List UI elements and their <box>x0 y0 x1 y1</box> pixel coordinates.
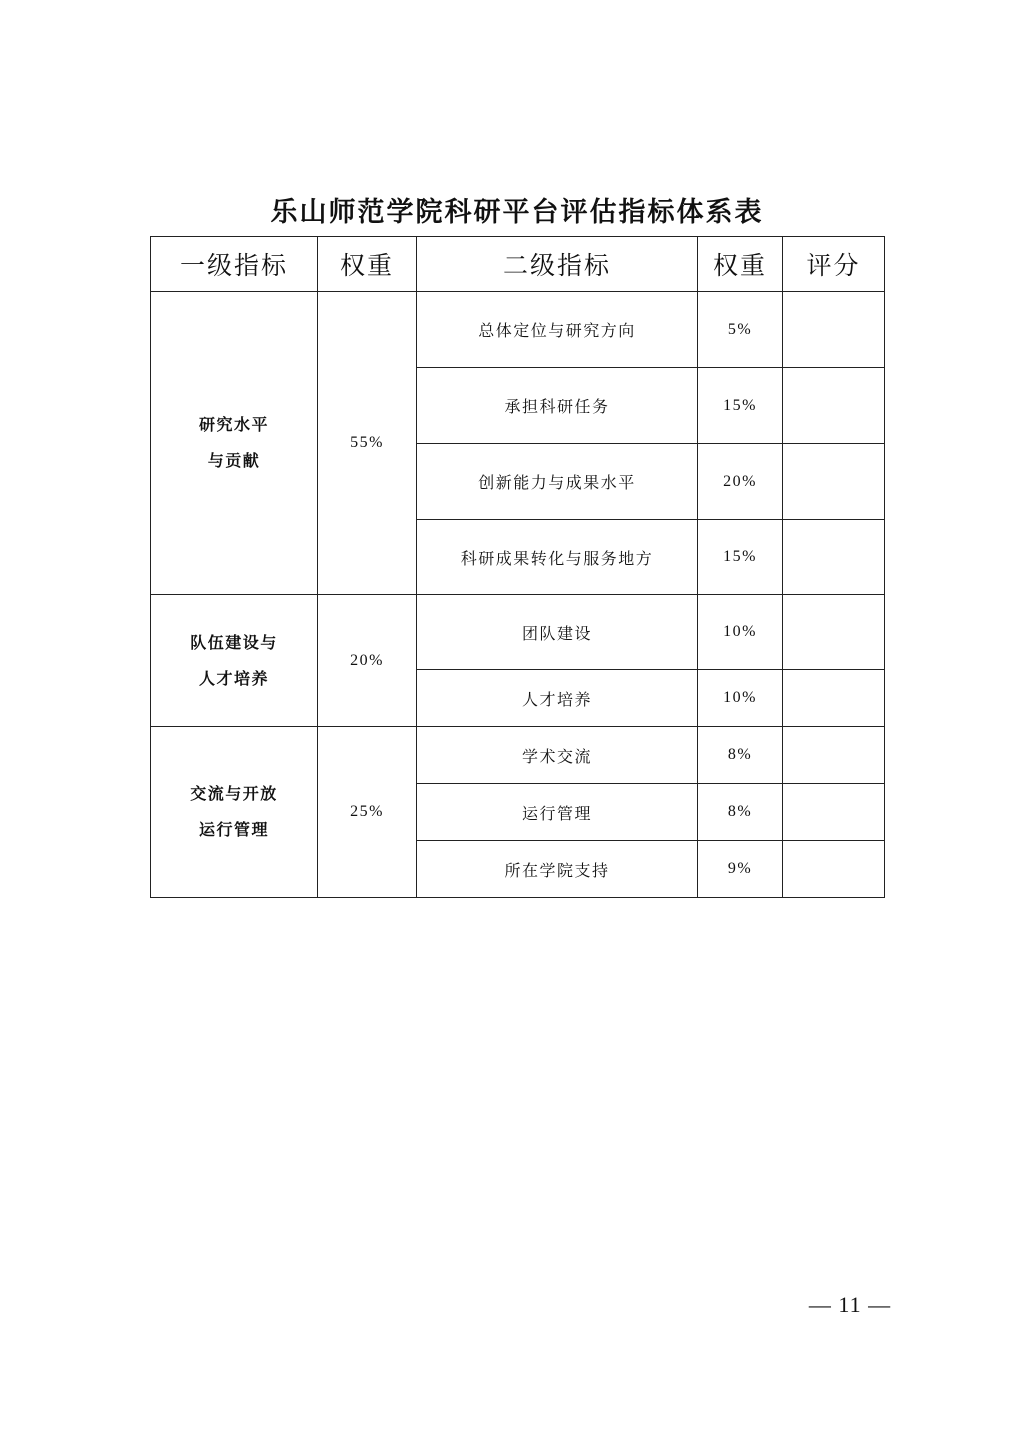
table-row <box>151 595 885 670</box>
primary-index-research <box>151 292 318 595</box>
primary-index-line: 研究水平 <box>198 415 269 434</box>
table-header-row <box>151 237 885 292</box>
header-score: 评分 <box>783 237 885 292</box>
secondary-weight: 15% <box>698 520 783 595</box>
score-cell[interactable] <box>783 520 885 595</box>
secondary-index: 科研成果转化与服务地方 <box>417 520 698 595</box>
header-primary-weight: 权重 <box>318 237 417 292</box>
primary-index-line: 与贡献 <box>207 451 261 470</box>
evaluation-index-table <box>150 236 885 898</box>
secondary-index: 学术交流 <box>417 727 698 784</box>
header-primary-index: 一级指标 <box>151 237 318 292</box>
document-title: 乐山师范学院科研平台评估指标体系表 <box>270 197 764 228</box>
score-cell[interactable] <box>783 841 885 898</box>
primary-index-team <box>151 595 318 727</box>
header-secondary-weight: 权重 <box>698 237 783 292</box>
score-cell[interactable] <box>783 444 885 520</box>
score-cell[interactable] <box>783 292 885 368</box>
primary-weight: 55% <box>318 292 417 595</box>
score-cell[interactable] <box>783 727 885 784</box>
secondary-weight: 9% <box>698 841 783 898</box>
secondary-weight: 20% <box>698 444 783 520</box>
secondary-weight: 8% <box>698 784 783 841</box>
primary-weight: 25% <box>318 727 417 898</box>
table-row <box>151 727 885 784</box>
primary-weight: 20% <box>318 595 417 727</box>
score-cell[interactable] <box>783 784 885 841</box>
secondary-index: 团队建设 <box>417 595 698 670</box>
secondary-index: 人才培养 <box>417 670 698 727</box>
primary-index-line: 人才培养 <box>198 668 269 688</box>
secondary-weight: 15% <box>698 368 783 444</box>
score-cell[interactable] <box>783 595 885 670</box>
secondary-index: 总体定位与研究方向 <box>417 292 698 368</box>
secondary-weight: 8% <box>698 727 783 784</box>
table-row <box>151 292 885 368</box>
primary-index-line: 运行管理 <box>198 820 269 839</box>
primary-index-line: 队伍建设与 <box>190 632 278 652</box>
secondary-weight: 10% <box>698 670 783 727</box>
primary-index-exchange <box>151 727 318 898</box>
page-number: — 11 — <box>808 1292 892 1317</box>
score-cell[interactable] <box>783 670 885 727</box>
primary-index-line: 交流与开放 <box>190 784 278 803</box>
secondary-index: 运行管理 <box>417 784 698 841</box>
header-secondary-index: 二级指标 <box>417 237 698 292</box>
secondary-index: 承担科研任务 <box>417 368 698 444</box>
secondary-index: 创新能力与成果水平 <box>417 444 698 520</box>
secondary-weight: 5% <box>698 292 783 368</box>
secondary-index: 所在学院支持 <box>417 841 698 898</box>
score-cell[interactable] <box>783 368 885 444</box>
secondary-weight: 10% <box>698 595 783 670</box>
